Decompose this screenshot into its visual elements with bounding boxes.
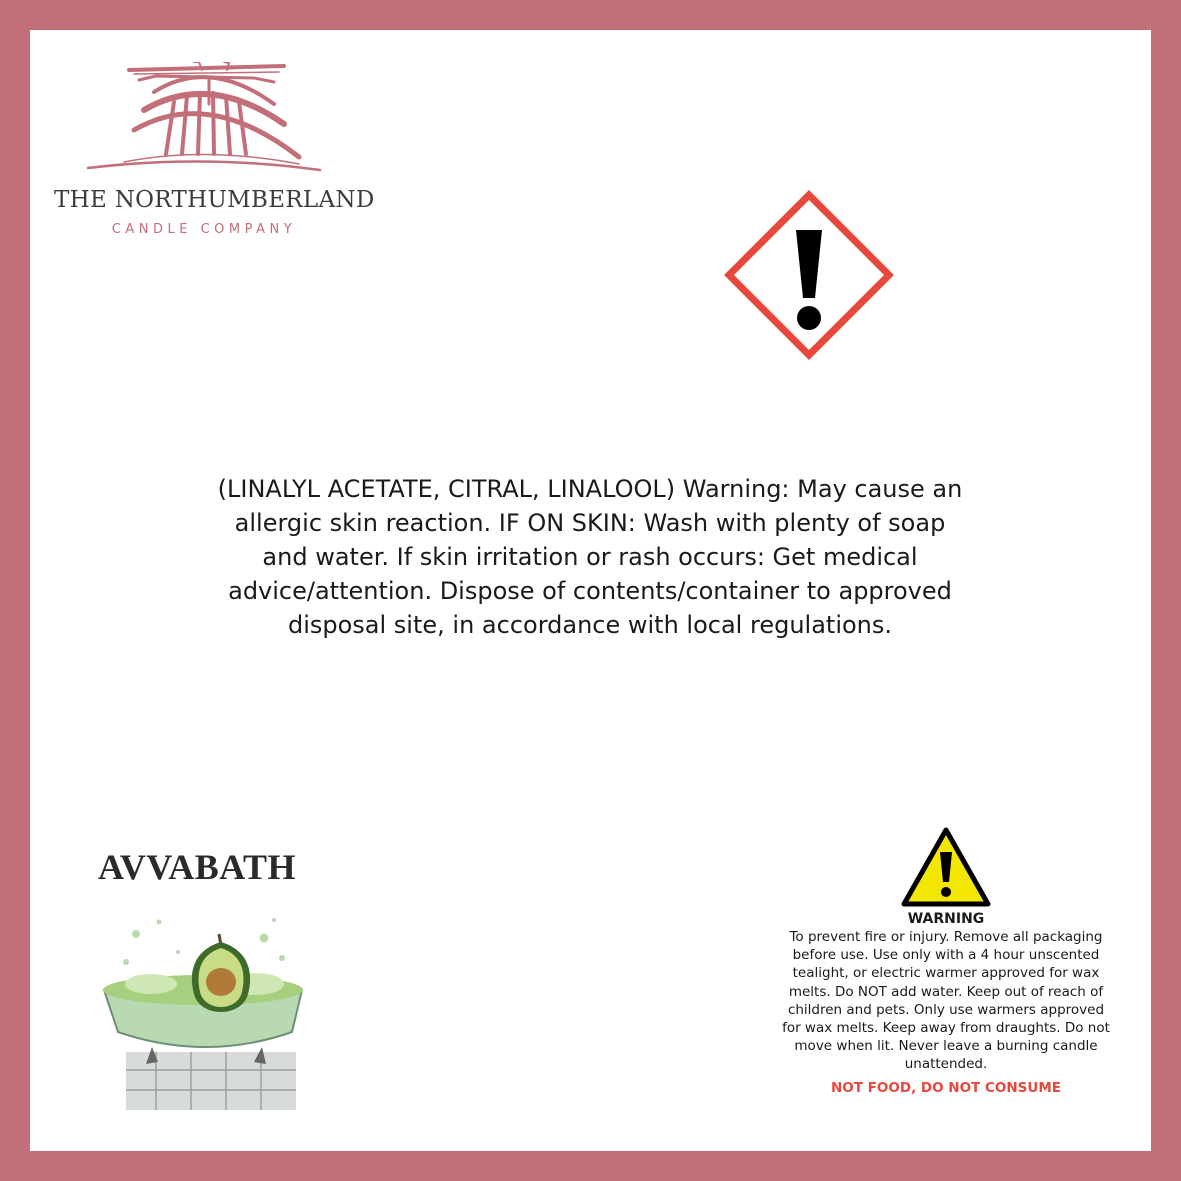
exclamation-mark-hazard-icon (724, 190, 894, 360)
brand-tagline: CANDLE COMPANY (111, 222, 297, 237)
product-name: AVVABATH (98, 847, 297, 887)
product-label (30, 30, 1151, 1151)
not-food-notice: NOT FOOD, DO NOT CONSUME (831, 1079, 1061, 1096)
brand-logo (54, 62, 375, 242)
warning-heading: WARNING (907, 911, 985, 927)
warning-triangle-icon (900, 826, 992, 908)
bridge-logo-icon (84, 62, 324, 182)
warning-panel (776, 826, 1116, 1096)
hazard-statement: (LINALYL ACETATE, CITRAL, LINALOOL) Warning: May cause an allergic skin reaction. IF ON SKIN: Wash with plenty of soap and water. If skin irritation or rash occurs: Get medical advice/attention. Dispose of contents/container to approved disposal site, in accordance with local regulations. (217, 475, 963, 639)
warning-text: To prevent fire or injury. Remove all packaging before use. Use only with a 4 hour unscented tealight, or electric warmer approved for wax melts. Do NOT add water. Keep out of reach of children and pets. Only use warmers approved for wax melts. Keep away from draughts. Do not move when lit. Never leave a burning candle unattended. (782, 929, 1110, 1073)
brand-name: THE NORTHUMBERLAND (54, 187, 375, 213)
avocado-in-bathtub-illustration (96, 912, 316, 1112)
